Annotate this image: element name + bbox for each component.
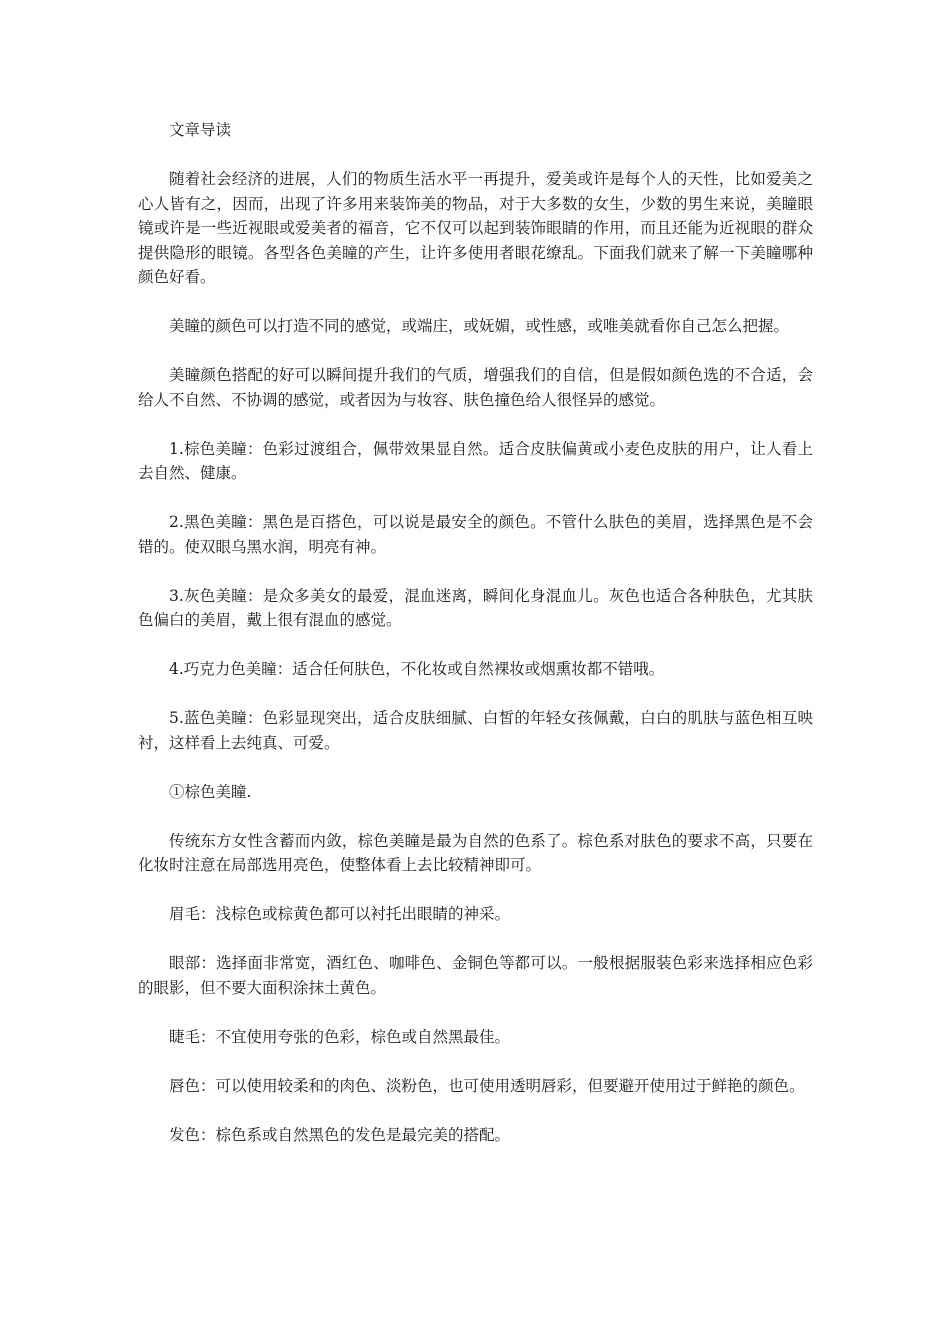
paragraph-eyebrows: 眉毛：浅棕色或棕黄色都可以衬托出眼睛的神采。 <box>169 905 511 923</box>
list-item-blue: 5.蓝色美瞳：色彩显现突出，适合皮肤细腻、白皙的年轻女孩佩戴，白白的肌肤与蓝色相互映衬，这样看上去纯真、可爱。 <box>138 709 813 752</box>
document-heading: 文章导读 <box>169 121 232 139</box>
list-item-gray: 3.灰色美瞳：是众多美女的最爱，混血迷离，瞬间化身混血儿。灰色也适合各种肤色，尤其肤色偏白的美眉，戴上很有混血的感觉。 <box>138 586 813 629</box>
list-item-chocolate: 4.巧克力色美瞳：适合任何肤色，不化妆或自然裸妆或烟熏妆都不错哦。 <box>169 660 665 678</box>
paragraph-color-feel: 美瞳的颜色可以打造不同的感觉，或端庄，或妩媚，或性感，或唯美就看你自己怎么把握。 <box>169 317 790 335</box>
paragraph-brown-desc: 传统东方女性含蓄而内敛，棕色美瞳是最为自然的色系了。棕色系对肤色的要求不高，只要在化妆时注意在局部选用亮色，使整体看上去比较精神即可。 <box>138 831 813 874</box>
paragraph-intro: 随着社会经济的进展，人们的物质生活水平一再提升，爱美或许是每个人的天性，比如爱美之心人皆有之，因而，出现了许多用来装饰美的物品，对于大多数的女生，少数的男生来说，美瞳眼镜或许是一些近视眼或爱美者的福音，它不仅可以起到装饰眼睛的作用，而且还能为近视眼的群众提供隐形的眼镜。各型各色美瞳的产生，让许多使用者眼花缭乱。下面我们就来了解一下美瞳哪种颜色好看。 <box>138 170 813 286</box>
paragraph-eyes: 眼部：选择面非常宽，酒红色、咖啡色、金铜色等都可以。一般根据服装色彩来选择相应色彩的眼影，但不要大面积涂抹土黄色。 <box>138 954 813 997</box>
section-heading-brown: ①棕色美瞳. <box>169 782 252 801</box>
document-body <box>138 118 813 1172</box>
paragraph-color-match: 美瞳颜色搭配的好可以瞬间提升我们的气质，增强我们的自信，但是假如颜色选的不合适，会给人不自然、不协调的感觉，或者因为与妆容、肤色撞色给人很怪异的感觉。 <box>138 366 813 409</box>
paragraph-lips: 唇色：可以使用较柔和的肉色、淡粉色，也可使用透明唇彩，但要避开使用过于鲜艳的颜色。 <box>169 1076 805 1095</box>
paragraph-hair: 发色：棕色系或自然黑色的发色是最完美的搭配。 <box>169 1125 511 1144</box>
paragraph-lashes: 睫毛：不宜使用夸张的色彩，棕色或自然黑最佳。 <box>169 1027 511 1046</box>
list-item-black: 2.黑色美瞳：黑色是百搭色，可以说是最安全的颜色。不管什么肤色的美眉，选择黑色是不会错的。使双眼乌黑水润，明亮有神。 <box>138 513 813 556</box>
list-item-brown: 1.棕色美瞳：色彩过渡组合，佩带效果显自然。适合皮肤偏黄或小麦色皮肤的用户，让人看上去自然、健康。 <box>138 439 813 482</box>
